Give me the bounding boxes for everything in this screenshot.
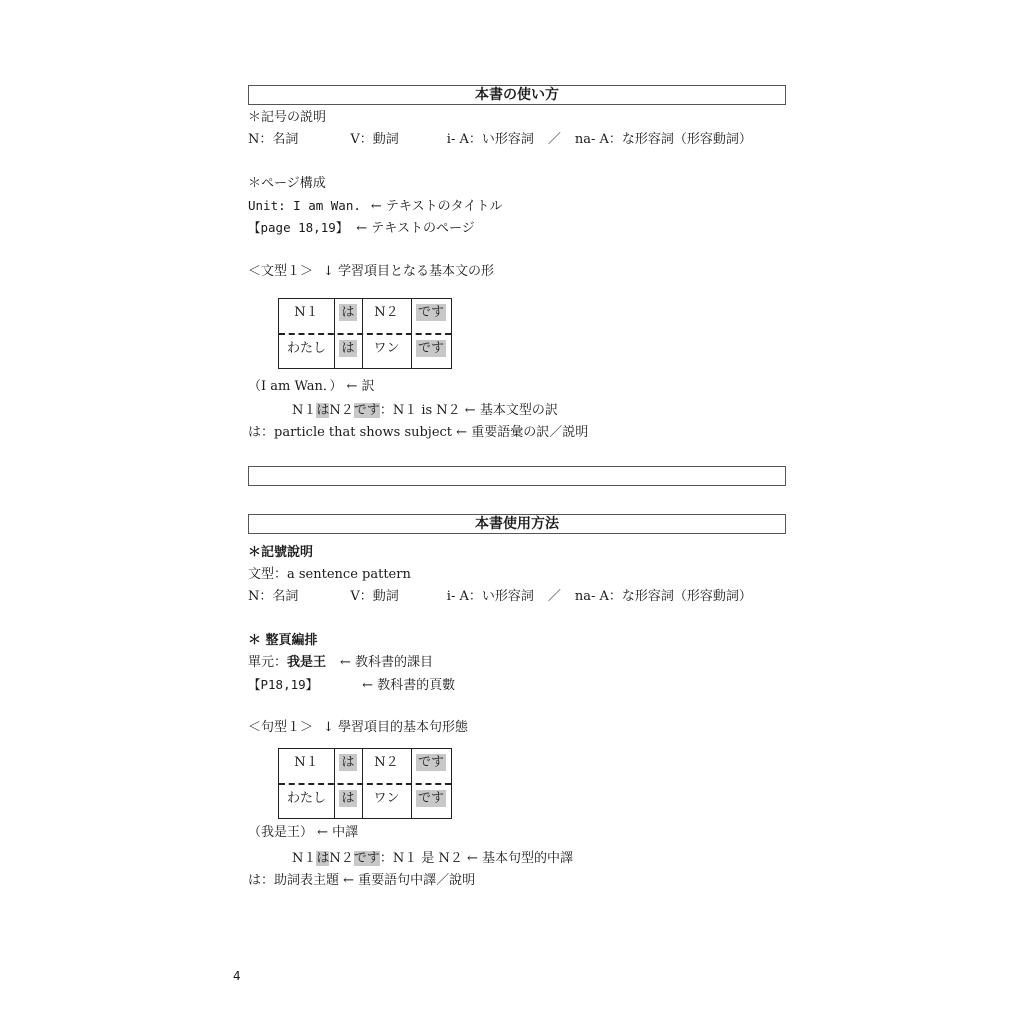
jp-section-title: 本書の使い方 xyxy=(248,85,786,105)
zh-formula-wa: は xyxy=(316,851,330,866)
zh-sentence-grid xyxy=(278,748,452,819)
jp-formula-line xyxy=(292,403,558,419)
zh-grid-r1c4: です xyxy=(417,755,444,770)
jp-grid-r1c3: N２ xyxy=(374,305,399,320)
zh-translation-line: （我是王） ← 中譯 xyxy=(248,825,359,840)
zh-page-heading: ＊ 整頁編排 xyxy=(248,633,318,648)
jp-symbols-line xyxy=(248,132,752,148)
jp-grid-r2c3: ワン xyxy=(373,341,400,356)
zh-grid-r2c3: ワン xyxy=(373,791,400,806)
jp-translation-line: （I am Wan．） ← 訳 xyxy=(248,379,375,394)
jp-symbol-na-adjective: na- A：な形容詞（形容動詞） xyxy=(574,132,752,147)
jp-symbols-heading: ＊記号の説明 xyxy=(248,110,327,125)
zh-symbol-slash: ／ xyxy=(547,589,561,604)
jp-unit-line xyxy=(248,198,502,215)
jp-formula-n2: N２ xyxy=(329,403,354,418)
jp-symbol-verb: V：動詞 xyxy=(350,132,399,147)
zh-page-label: 【P18,19】 xyxy=(248,677,319,692)
zh-formula-desu: です xyxy=(353,851,380,866)
zh-page-line xyxy=(248,677,455,694)
zh-symbols-line xyxy=(248,589,752,605)
zh-unit-line xyxy=(248,655,433,671)
zh-unit-note: ← 教科書的課目 xyxy=(340,655,434,670)
zh-pattern-definition: 文型：a sentence pattern xyxy=(248,567,411,582)
empty-divider-box xyxy=(248,466,786,486)
jp-unit-note: ← テキストのタイトル xyxy=(370,199,503,214)
zh-grid-r2c2: は xyxy=(341,791,355,806)
jp-pattern-note: ↓ 学習項目となる基本文の形 xyxy=(323,264,495,279)
zh-pattern-label: ＜句型１＞ xyxy=(248,720,314,735)
jp-grid-r1c4: です xyxy=(417,305,444,320)
jp-grid-r1c2: は xyxy=(341,305,355,320)
zh-page-note: ← 教科書的頁數 xyxy=(362,678,456,693)
zh-grid-r2c4: です xyxy=(417,791,444,806)
jp-formula-n1: N１ xyxy=(292,403,317,418)
zh-formula-n2: N２ xyxy=(329,851,354,866)
page-number: 4 xyxy=(233,969,241,983)
jp-symbol-i-adjective: i- A：い形容詞 xyxy=(446,132,534,147)
zh-symbols-heading: ＊記號說明 xyxy=(248,545,314,560)
zh-symbol-verb: V：動詞 xyxy=(350,589,399,604)
zh-grid-r1c2: は xyxy=(341,755,355,770)
jp-formula-desu: です xyxy=(353,403,380,418)
zh-formula-line xyxy=(292,851,573,867)
jp-pattern-line xyxy=(248,264,494,280)
jp-unit-label: Unit: I am Wan. xyxy=(248,198,361,213)
zh-symbol-i-adjective: i- A：い形容詞 xyxy=(446,589,534,604)
zh-grid-r1c1: N１ xyxy=(294,755,319,770)
zh-grid-r1c3: N２ xyxy=(374,755,399,770)
jp-grid-r2c2: は xyxy=(341,341,355,356)
jp-sentence-grid xyxy=(278,298,452,369)
zh-pattern-line xyxy=(248,720,468,736)
jp-formula-wa: は xyxy=(316,403,330,418)
zh-symbol-na-adjective: na- A：な形容詞（形容動詞） xyxy=(574,589,752,604)
jp-page-line xyxy=(248,220,475,237)
jp-grid-r2c1: わたし xyxy=(286,341,326,356)
jp-page-label: 【page 18,19】 xyxy=(248,220,349,235)
zh-pattern-note: ↓ 學習項目的基本句形態 xyxy=(323,720,469,735)
zh-section-title: 本書使用方法 xyxy=(248,514,786,534)
jp-grid-r1c1: N１ xyxy=(294,305,319,320)
zh-vocab-line: は：助詞表主題 ← 重要語句中譯／說明 xyxy=(248,873,476,888)
jp-page-heading: ＊ページ構成 xyxy=(248,176,326,191)
jp-pattern-label: ＜文型１＞ xyxy=(248,264,314,279)
zh-unit-value: 我是王 xyxy=(287,655,327,670)
jp-page-note: ← テキストのページ xyxy=(356,221,475,236)
zh-unit-prefix: 單元： xyxy=(248,655,288,670)
jp-formula-rest: ：N１ is N２ ← 基本文型の訳 xyxy=(379,403,558,418)
zh-grid-r2c1: わたし xyxy=(286,791,326,806)
zh-formula-n1: N１ xyxy=(292,851,317,866)
zh-symbol-noun: N：名詞 xyxy=(248,589,299,604)
jp-symbol-slash: ／ xyxy=(547,132,561,147)
jp-vocab-line: は：particle that shows subject ← 重要語彙の訳／説明 xyxy=(248,425,589,440)
jp-symbol-noun: N：名詞 xyxy=(248,132,299,147)
jp-grid-r2c4: です xyxy=(417,341,444,356)
zh-formula-rest: ：N１ 是 N２ ← 基本句型的中譯 xyxy=(379,851,573,866)
